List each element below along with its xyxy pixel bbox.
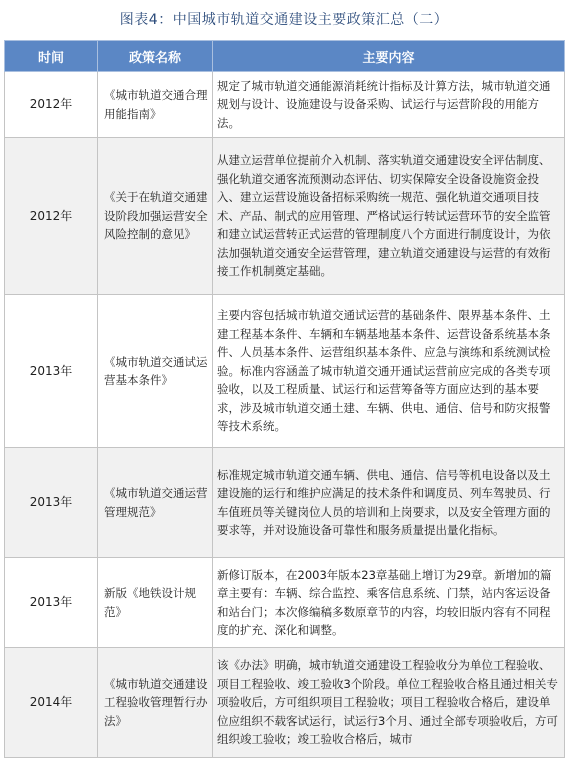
header-policy-name: 政策名称 bbox=[98, 41, 213, 72]
row-year: 2013年 bbox=[5, 295, 98, 448]
row-content: 规定了城市轨道交通能源消耗统计指标及计算方法，城市轨道交通规划与设计、设施建设与设备采购、试运行与运营阶段的用能方法。 bbox=[213, 72, 565, 138]
row-year: 2013年 bbox=[5, 558, 98, 648]
row-policy-name: 《城市轨道交通试运营基本条件》 bbox=[98, 295, 213, 448]
table-row bbox=[5, 648, 565, 758]
figure-title: 图表4：中国城市轨道交通建设主要政策汇总（二） bbox=[119, 12, 449, 28]
table-row bbox=[5, 558, 565, 648]
row-year: 2012年 bbox=[5, 138, 98, 295]
header-time: 时间 bbox=[5, 41, 98, 72]
row-policy-name: 《城市轨道交通运营管理规范》 bbox=[98, 448, 213, 558]
table-row bbox=[5, 138, 565, 295]
policy-table bbox=[4, 40, 565, 758]
row-year: 2013年 bbox=[5, 448, 98, 558]
row-year: 2012年 bbox=[5, 72, 98, 138]
row-policy-name: 《城市轨道交通合理用能指南》 bbox=[98, 72, 213, 138]
header-row bbox=[5, 41, 565, 72]
header-main-content: 主要内容 bbox=[213, 41, 565, 72]
row-year: 2014年 bbox=[5, 648, 98, 758]
row-content: 新修订版本，在2003年版本23章基础上增订为29章。新增加的篇章主要有：车辆、综合监控、乘客信息系统、门禁，站内客运设备和站台门；本次修编稿多数原章节的内容，均较旧版内容有不同程度的扩充、深化和调整。 bbox=[213, 558, 565, 648]
row-policy-name: 《城市轨道交通建设工程验收管理暂行办法》 bbox=[98, 648, 213, 758]
row-policy-name: 新版《地铁设计规范》 bbox=[98, 558, 213, 648]
table-row bbox=[5, 295, 565, 448]
table-row bbox=[5, 72, 565, 138]
row-content: 主要内容包括城市轨道交通试运营的基础条件、限界基本条件、土建工程基本条件、车辆和车辆基地基本条件、运营设备系统基本条件、人员基本条件、运营组织基本条件、应急与演练和系统测试检验。标准内容涵盖了城市轨道交通开通试运营前应完成的各类专项验收，以及工程质量、试运行和运营筹备等方面应达到的基本要求，涉及城市轨道交通土建、车辆、供电、通信、信号和防灾报警等技术系统。 bbox=[213, 295, 565, 448]
row-content: 从建立运营单位提前介入机制、落实轨道交通建设安全评估制度、强化轨道交通客流预测动态评估、切实保障安全设备设施资金投入、建立运营设施设备招标采购统一规范、强化轨道交通项目技术、产品、制式的应用管理、严格试运行转试运营环节的安全监管和建立试运营转正式运营的管理制度八个方面进行制度设计，为依法加强轨道交通安全运营管理，建立轨道交通建设与运营的有效衔接工作机制奠定基础。 bbox=[213, 138, 565, 295]
table-row bbox=[5, 448, 565, 558]
row-content: 该《办法》明确，城市轨道交通建设工程验收分为单位工程验收、项目工程验收、竣工验收3个阶段。单位工程验收合格且通过相关专项验收后，方可组织项目工程验收；项目工程验收合格后，建设单位应组织不载客试运行，试运行3个月、通过全部专项验收后，方可组织竣工验收；竣工验收合格后，城市 bbox=[213, 648, 565, 758]
row-policy-name: 《关于在轨道交通建设阶段加强运营安全风险控制的意见》 bbox=[98, 138, 213, 295]
row-content: 标准规定城市轨道交通车辆、供电、通信、信号等机电设备以及土建设施的运行和维护应满足的技术条件和调度员、列车驾驶员、行车值班员等关键岗位人员的培训和上岗要求，以及安全管理方面的要求等，并对设施设备可靠性和服务质量提出量化指标。 bbox=[213, 448, 565, 558]
